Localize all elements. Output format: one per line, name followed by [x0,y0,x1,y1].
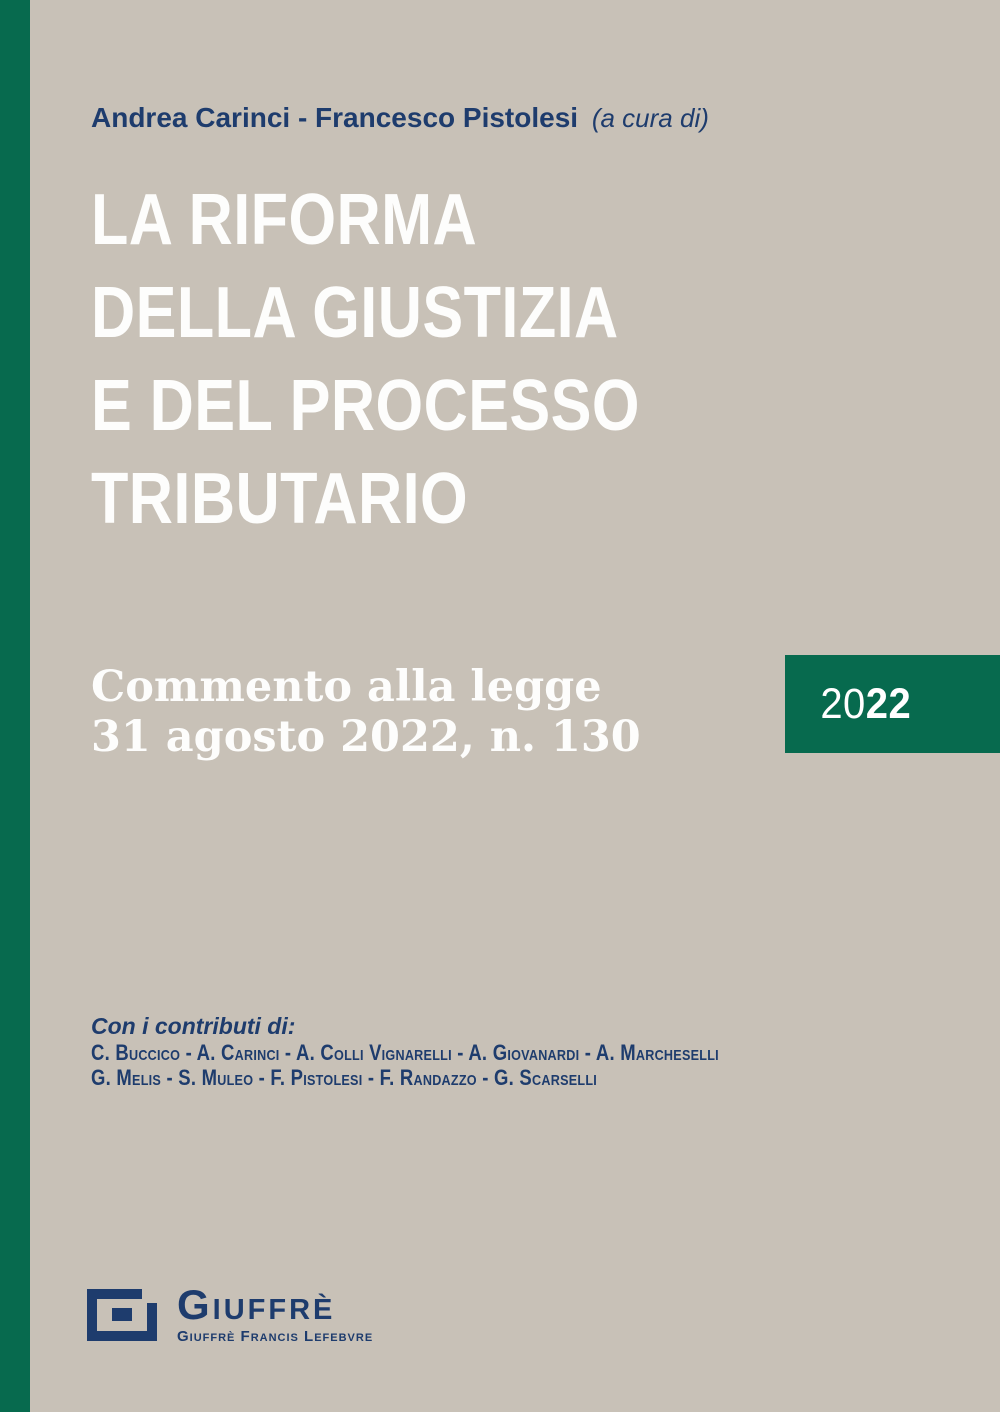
publisher-wordmark: Giuffrè [177,1281,336,1328]
contributors-section [91,1013,839,1090]
square-g-icon [87,1289,157,1341]
title-line-3: E DEL PROCESSO [91,366,640,446]
year-suffix: 22 [865,679,912,728]
book-title [91,174,640,546]
title-line-4: TRIBUTARIO [91,459,469,539]
contributors-line-2: G. Melis - S. Muleo - F. Pistolesi - F. Randazzo - G. Scarselli [91,1065,598,1090]
author-names: Andrea Carinci - Francesco Pistolesi [91,102,579,133]
publisher-text [177,1281,374,1345]
year-prefix: 20 [820,679,866,728]
left-accent-stripe [0,0,30,1412]
subtitle-line-1: Commento alla legge [91,662,602,712]
subtitle-line-2: 31 agosto 2022, n. 130 [91,712,641,762]
contributors-names [91,1040,719,1090]
book-subtitle [91,662,641,762]
title-line-1: LA RIFORMA [91,180,478,260]
publisher-logo [87,1281,374,1345]
editors-note: (a cura di) [591,103,709,133]
contributors-heading: Con i contributi di: [91,1013,296,1039]
publisher-tagline: Giuffrè Francis Lefebvre [177,1328,374,1345]
author-line [91,102,709,134]
year-label [785,680,911,729]
year-badge [785,655,1000,753]
contributors-line-1: C. Buccico - A. Carinci - A. Colli Vignarelli - A. Giovanardi - A. Marcheselli [91,1040,719,1065]
title-line-2: DELLA GIUSTIZIA [91,273,619,353]
